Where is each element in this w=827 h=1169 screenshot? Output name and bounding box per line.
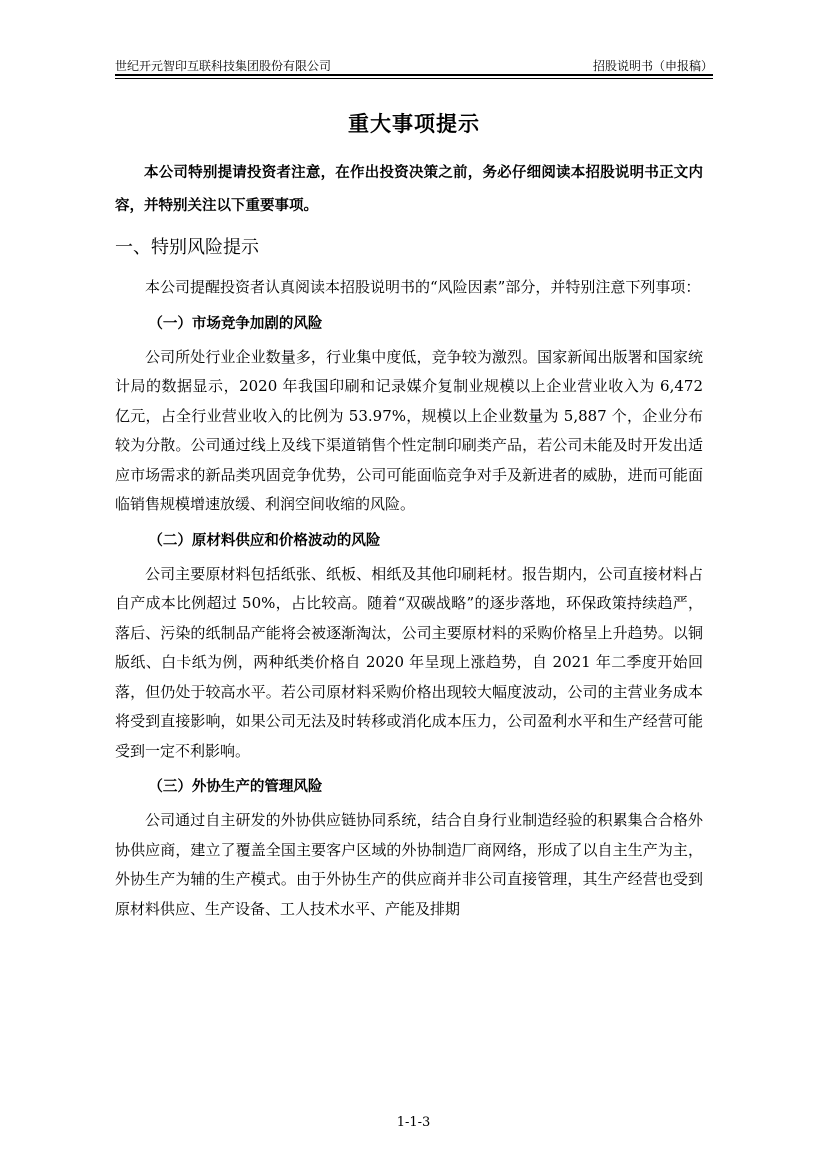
header-company-name: 世纪开元智印互联科技集团股份有限公司 — [115, 59, 332, 73]
paragraph-raw-materials: 公司主要原材料包括纸张、纸板、相纸及其他印刷耗材。报告期内，公司直接材料占自产成本比例超过 50%，占比较高。随着“双碳战略”的逐步落地，环保政策持续趋严，落后、污染的纸制品产能将会被逐渐淘汰，公司主要原材料的采购价格呈上升趋势。以铜版纸、白卡纸为例，两种纸类价格自 2020 年呈现上涨趋势，自 2021 年二季度开始回落，但仍处于较高水平。若公司原材料采购价格出现较大幅度波动，公司的主营业务成本将受到直接影响，如果公司无法及时转移或消化成本压力，公司盈利水平和生产经营可能受到一定不利影响。 — [115, 564, 703, 760]
page-number: 1-1-3 — [396, 1115, 431, 1130]
document-body — [115, 157, 703, 924]
intro-notice: 本公司特别提请投资者注意，在作出投资决策之前，务必仔细阅读本招股说明书正文内容，并特别关注以下重要事项。 — [115, 165, 703, 214]
section-lead-paragraph: 本公司提醒投资者认真阅读本招股说明书的“风险因素”部分，并特别注意下列事项： — [145, 278, 701, 296]
subsection-heading-raw-materials: （二）原材料供应和价格波动的风险 — [148, 532, 381, 549]
header-rule-thick — [115, 74, 713, 76]
subsection-heading-outsourced-production: （三）外协生产的管理风险 — [148, 779, 323, 795]
paragraph-outsourced-production: 公司通过自主研发的外协供应链协同系统，结合自身行业制造经验的积累集合合格外协供应商，建立了覆盖全国主要客户区域的外协制造厂商网络，形成了以自主生产为主，外协生产为辅的生产模式。由于外协生产的供应商并非公司直接管理，其生产经营也受到原材料供应、生产设备、工人技术水平、产能及排期 — [115, 811, 703, 918]
header-rule-thin — [115, 78, 713, 79]
page-title: 重大事项提示 — [348, 112, 480, 136]
section-heading-special-risks: 一、特别风险提示 — [115, 237, 259, 258]
header-document-type: 招股说明书（申报稿） — [592, 59, 713, 73]
subsection-heading-market-competition: （一）市场竞争加剧的风险 — [148, 315, 323, 332]
paragraph-market-competition: 公司所处行业企业数量多，行业集中度低，竞争较为激烈。国家新闻出版署和国家统计局的数据显示，2020 年我国印刷和记录媒介复制业规模以上企业营业收入为 6,472 亿元，占全行业营业收入的比例为 53.97%，规模以上企业数量为 5,887 个，企业分布较为分散。公司通过线上及线下渠道销售个性定制印刷类产品，若公司未能及时开发出适应市场需求的新品类巩固竞争优势，公司可能面临竞争对手及新进者的威胁，进而可能面临销售规模增速放缓、利润空间收缩的风险。 — [115, 347, 703, 513]
